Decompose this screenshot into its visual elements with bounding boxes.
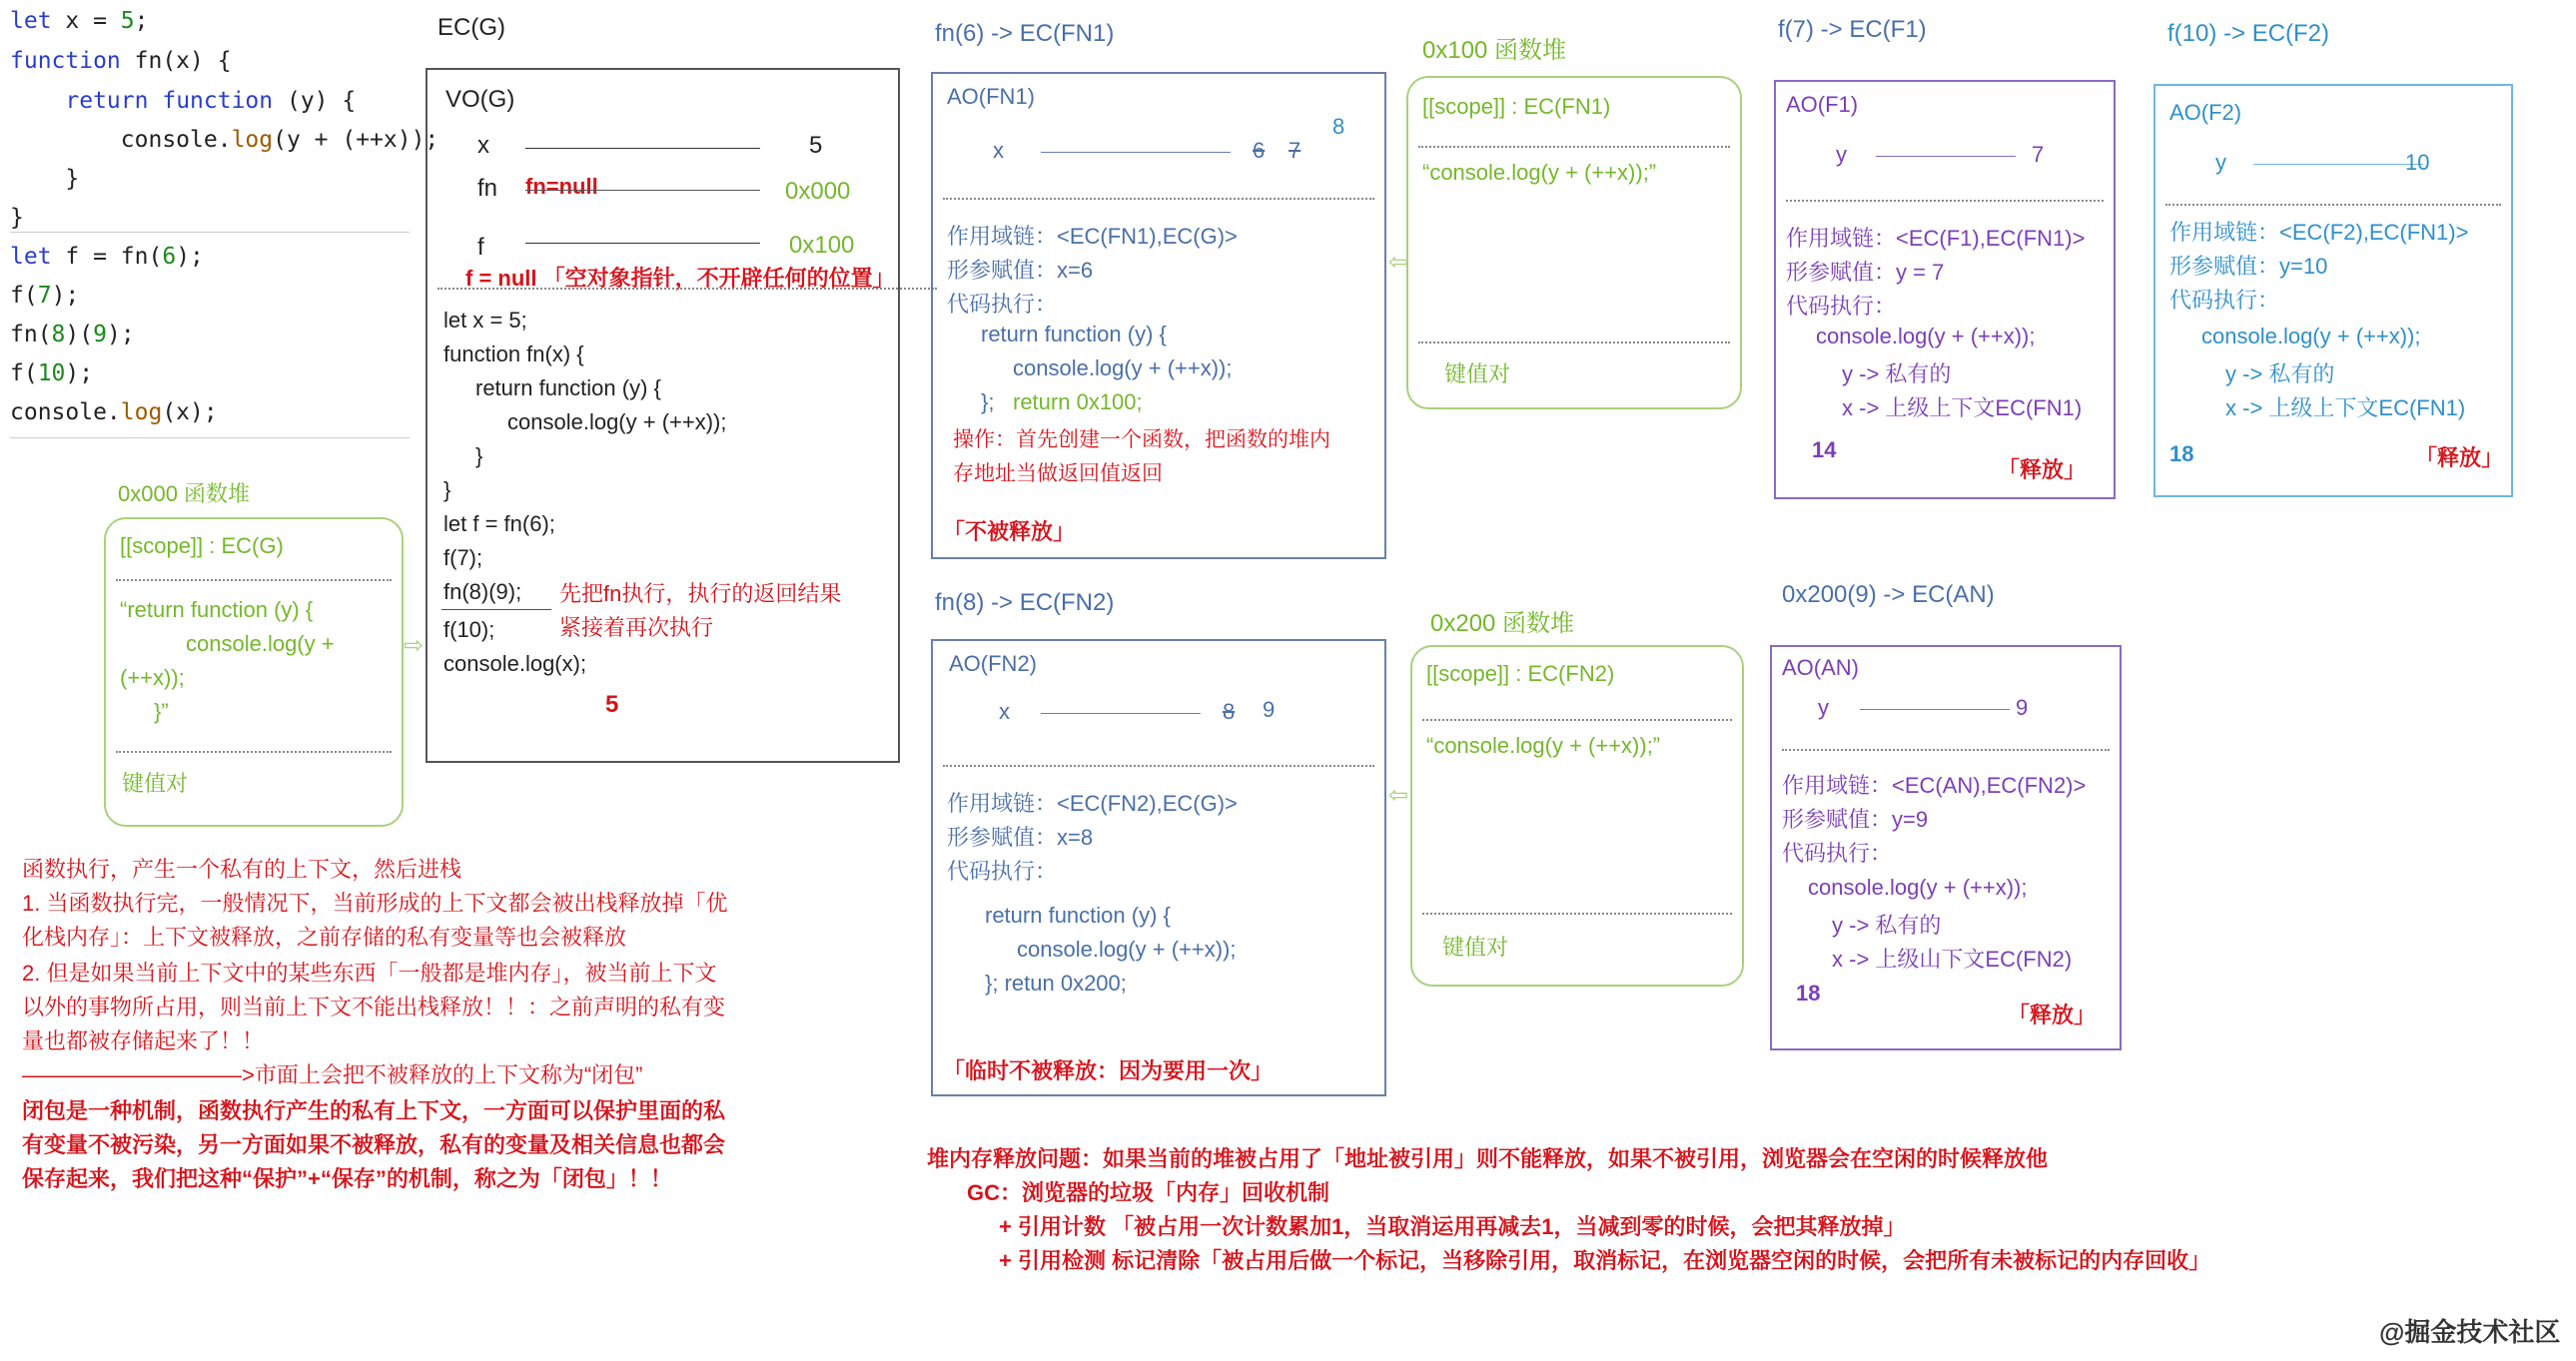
ecg-note-2: 紧接着再次执行 — [559, 615, 714, 640]
ecg-code-line: f(7); — [443, 545, 483, 570]
fn8-code: }; retun 0x200; — [985, 971, 1127, 996]
an-code: y -> 私有的 — [1832, 913, 1942, 938]
fn8-v1: 8 — [1223, 699, 1236, 724]
heap0-body: “return function (y) { — [120, 597, 314, 622]
f7-var: y — [1836, 142, 1847, 167]
fn6-v3: 8 — [1332, 114, 1345, 139]
f10-ao: AO(F2) — [2169, 100, 2242, 125]
vo-title: VO(G) — [445, 86, 515, 113]
ecg-code-line: } — [443, 477, 451, 502]
fn6-v2: 7 — [1288, 138, 1301, 163]
ecg-code-line: fn(8)(9); — [443, 579, 522, 604]
note-line: 以外的事物所占用，则当前上下文不能出栈释放！！：之前声明的私有变 — [22, 995, 726, 1020]
f10-title: f(10) -> EC(F2) — [2167, 20, 2330, 47]
f7-out: 14 — [1812, 437, 1837, 462]
an-box — [1770, 645, 2122, 1050]
heap0-kv: 键值对 — [122, 771, 189, 796]
an-scope: 作用域链：<EC(AN),EC(FN2)> — [1782, 773, 2087, 798]
f10-param: 形参赋值：y=10 — [2169, 254, 2328, 279]
fn8-code: return function (y) { — [985, 903, 1171, 928]
f7-code: x -> 上级上下文EC(FN1) — [1842, 395, 2083, 420]
note-line: 闭包是一种机制，函数执行产生的私有上下文，一方面可以保护里面的私 — [22, 1098, 726, 1123]
an-code: console.log(y + (++x)); — [1808, 875, 2028, 900]
arrow-icon: ⇦ — [1388, 249, 1409, 276]
an-param: 形参赋值：y=9 — [1782, 807, 1929, 832]
ecg-note-1: 先把fn执行，执行的返回结果 — [559, 581, 842, 606]
heap0-title: 0x000 函数堆 — [118, 481, 251, 506]
f7-scope: 作用域链：<EC(F1),EC(FN1)> — [1786, 226, 2086, 251]
f10-var: y — [2215, 150, 2226, 175]
arrow-icon: ⇨ — [404, 632, 425, 659]
ecg-code-line: function fn(x) { — [443, 341, 584, 366]
f10-exec: 代码执行： — [2169, 288, 2280, 313]
an-exec: 代码执行： — [1782, 841, 1893, 866]
fn-null: fn=null — [525, 174, 598, 199]
fn6-box — [931, 72, 1386, 559]
ecg-output: 5 — [605, 691, 619, 718]
fn8-ao: AO(FN2) — [949, 651, 1037, 676]
note-line: ——————————>市面上会把不被释放的上下文称为“闭包” — [22, 1062, 643, 1087]
f10-release: 「释放」 — [2415, 445, 2504, 470]
gc-line: + 引用检测 标记清除「被占用后做一个标记，当移除引用，取消标记，在浏览器空闲的时候，会把所有未被标记的内存回收」 — [999, 1248, 2211, 1273]
code-line: } — [10, 205, 24, 231]
an-code: x -> 上级山下文EC(FN2) — [1832, 947, 2073, 972]
heap200-scope: [[scope]] : EC(FN2) — [1426, 661, 1615, 686]
heap100-title: 0x100 函数堆 — [1422, 37, 1567, 64]
f10-out: 18 — [2169, 441, 2194, 466]
f7-title: f(7) -> EC(F1) — [1778, 16, 1927, 43]
f10-scope: 作用域链：<EC(F2),EC(FN1)> — [2169, 220, 2469, 245]
f7-box — [1774, 80, 2116, 499]
fn6-code: }; — [981, 389, 995, 414]
fn6-v1: 6 — [1253, 138, 1266, 163]
fn6-op: 操作：首先创建一个函数，把函数的堆内 — [953, 428, 1330, 451]
heap100-body: “console.log(y + (++x));” — [1422, 160, 1657, 185]
f10-code: x -> 上级上下文EC(FN1) — [2225, 395, 2466, 420]
an-release: 「释放」 — [2008, 1003, 2097, 1027]
f7-release: 「释放」 — [1998, 457, 2087, 482]
note-line: 保存起来，我们把这种“保护”+“保存”的机制，称之为「闭包」！！ — [22, 1166, 672, 1191]
note-line: 函数执行，产生一个私有的上下文，然后进栈 — [22, 857, 462, 882]
f7-param: 形参赋值：y = 7 — [1786, 260, 1945, 285]
fn8-var: x — [999, 699, 1010, 724]
f7-code: y -> 私有的 — [1842, 361, 1952, 386]
an-title: 0x200(9) -> EC(AN) — [1782, 581, 1995, 608]
heap100-kv: 键值对 — [1444, 361, 1511, 386]
fn8-code: console.log(y + (++x)); — [1017, 937, 1237, 962]
code-line: function fn(x) { — [10, 48, 232, 74]
heap100-scope: [[scope]] : EC(FN1) — [1422, 94, 1611, 119]
heap0-body: console.log(y + — [186, 631, 335, 656]
code-line: let x = 5; — [10, 8, 149, 34]
f7-val: 7 — [2032, 142, 2045, 167]
f10-val: 10 — [2405, 150, 2430, 175]
heap200-box — [1410, 645, 1744, 987]
fn6-var: x — [993, 138, 1004, 163]
f7-ao: AO(F1) — [1786, 92, 1859, 117]
note-line: 有变量不被污染，另一方面如果不被释放，私有的变量及相关信息也都会 — [22, 1132, 726, 1157]
f-null-note: f = null 「空对象指针，不开辟任何的位置」 — [465, 266, 895, 291]
f10-box — [2153, 84, 2513, 497]
fn6-code: return function (y) { — [981, 322, 1167, 346]
gc-line: GC：浏览器的垃圾「内存」回收机制 — [967, 1180, 1330, 1205]
f7-code: console.log(y + (++x)); — [1816, 324, 2036, 348]
gc-line: 堆内存释放问题：如果当前的堆被占用了「地址被引用」则不能释放，如果不被引用，浏览器会在空闲的时候释放他 — [927, 1146, 2049, 1171]
fn6-title: fn(6) -> EC(FN1) — [935, 20, 1115, 47]
val-x: 5 — [809, 132, 823, 159]
var-x: x — [477, 132, 489, 159]
an-val: 9 — [2016, 695, 2029, 720]
ecg-code-line: return function (y) { — [475, 375, 661, 400]
ecg-title: EC(G) — [437, 14, 505, 41]
ecg-box — [426, 68, 900, 763]
f7-exec: 代码执行： — [1786, 294, 1897, 319]
heap0-box — [104, 517, 404, 827]
f10-code: console.log(y + (++x)); — [2201, 324, 2421, 348]
f10-code: y -> 私有的 — [2225, 361, 2335, 386]
code-line: console.log(y + (++x)); — [10, 127, 439, 153]
fn8-v2: 9 — [1263, 697, 1276, 722]
heap100-box — [1406, 76, 1742, 409]
fn8-box — [931, 639, 1386, 1096]
watermark: @掘金技术社区 — [2379, 1317, 2561, 1347]
an-var: y — [1818, 695, 1829, 720]
ecg-code-line: console.log(x); — [443, 651, 587, 676]
ecg-code-line: let x = 5; — [443, 308, 527, 333]
ecg-code-line: console.log(y + (++x)); — [507, 409, 727, 434]
code-line: } — [10, 166, 80, 192]
heap200-body: “console.log(y + (++x));” — [1426, 733, 1661, 758]
fn8-title: fn(8) -> EC(FN2) — [935, 589, 1115, 616]
ecg-code-line: f(10); — [443, 617, 495, 642]
fn8-scope: 作用域链：<EC(FN2),EC(G)> — [947, 791, 1238, 816]
note-line: 1. 当函数执行完，一般情况下，当前形成的上下文都会被出栈释放掉「优 — [22, 891, 728, 916]
heap0-scope: [[scope]] : EC(G) — [120, 533, 284, 558]
note-line: 2. 但是如果当前上下文中的某些东西「一般都是堆内存」，被当前上下文 — [22, 961, 717, 986]
arrow-icon: ⇦ — [1388, 782, 1409, 809]
code-line: console.log(x); — [10, 399, 218, 425]
fn6-op: 存地址当做返回值返回 — [953, 462, 1163, 485]
code-line: let f = fn(6); — [10, 244, 204, 270]
fn6-ao: AO(FN1) — [947, 84, 1035, 109]
note-line: 量也都被存储起来了！！ — [22, 1028, 265, 1053]
fn6-release: 「不被释放」 — [943, 519, 1076, 544]
heap200-kv: 键值对 — [1442, 935, 1509, 960]
an-out: 18 — [1796, 981, 1821, 1006]
fn8-exec: 代码执行： — [947, 859, 1058, 884]
note-line: 化栈内存」：上下文被释放，之前存储的私有变量等也会被释放 — [22, 925, 627, 950]
code-line: return function (y) { — [65, 88, 357, 114]
fn6-code: console.log(y + (++x)); — [1013, 355, 1233, 380]
heap200-title: 0x200 函数堆 — [1430, 610, 1575, 637]
var-f: f — [477, 234, 484, 261]
ecg-code-line: } — [475, 443, 483, 468]
val-fn: 0x000 — [785, 178, 851, 205]
an-ao: AO(AN) — [1782, 655, 1859, 680]
fn6-scope: 作用域链：<EC(FN1),EC(G)> — [947, 224, 1238, 249]
fn6-exec: 代码执行： — [947, 292, 1058, 317]
code-line: f(10); — [10, 360, 94, 386]
fn6-param: 形参赋值：x=6 — [947, 258, 1094, 283]
fn6-return: return 0x100; — [1013, 389, 1143, 414]
var-fn: fn — [477, 175, 498, 202]
code-line: f(7); — [10, 283, 80, 309]
fn8-param: 形参赋值：x=8 — [947, 825, 1094, 850]
gc-line: + 引用计数 「被占用一次计数累加1，当取消运用再减去1，当减到零的时候，会把其释放掉」 — [999, 1214, 1906, 1239]
fn8-release: 「临时不被释放：因为要用一次」 — [943, 1058, 1274, 1083]
heap0-body: (++x)); — [120, 665, 185, 690]
ecg-code-line: let f = fn(6); — [443, 511, 555, 536]
val-f: 0x100 — [789, 232, 855, 259]
code-line: fn(8)(9); — [10, 322, 135, 347]
heap0-body: }” — [154, 699, 169, 724]
